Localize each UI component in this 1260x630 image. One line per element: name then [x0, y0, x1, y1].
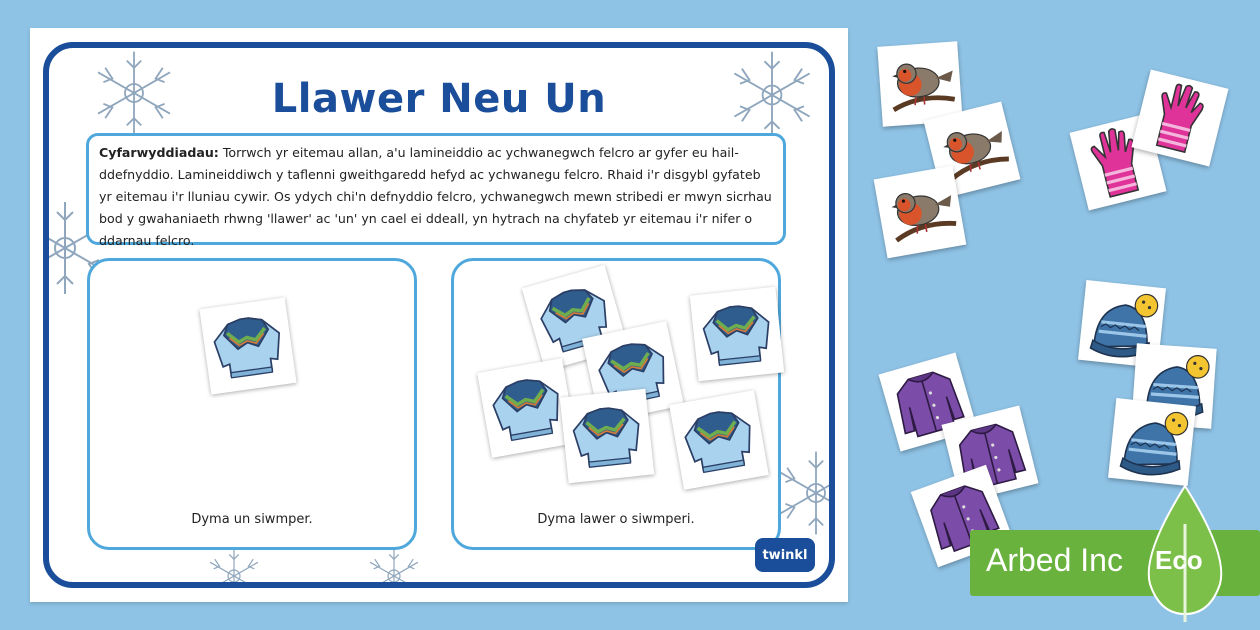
panel-one-item: [87, 258, 417, 550]
eco-badge: Eco: [1155, 545, 1203, 575]
sweater-card[interactable]: [199, 297, 296, 394]
sweater-card[interactable]: [669, 390, 769, 490]
panel-many-items: [451, 258, 781, 550]
hat-icon: [1108, 398, 1196, 486]
worksheet-frame: [43, 42, 835, 588]
right-caption: Dyma lawer o siwmperi.: [537, 512, 695, 527]
worksheet: [30, 28, 848, 602]
sweater-icon: [199, 297, 296, 394]
banner-text: Arbed Inc: [986, 542, 1123, 578]
hat-card[interactable]: [1108, 398, 1196, 486]
sweater-icon: [560, 389, 655, 484]
instructions-text: Torrwch yr eitemau allan, a'u lamineiddio ac ychwanegwch felcro ar gyfer eu hail-ddefnyddio. Lamineiddiwch y taflenni gweithgaredd hefyd ac ychwanegu felcro. Rhaid i'r disgybl gyfateb yr eitemau i'r lluniau cywir. Os ydych chi'n defnyddio felcro, ychwanegwch mewn stribedi er mwyn sicrhau bod y gwahaniaeth rhwng 'llawer' ac 'un' yn cael ei ddeall, yn hytrach na chyfateb yr eitemau i'r nifer o ddarnau felcro.: [99, 145, 772, 248]
sweater-card[interactable]: [560, 389, 655, 484]
snowflake-icon: [189, 546, 279, 588]
sweater-icon: [690, 287, 785, 382]
instructions-label: Cyfarwyddiadau:: [99, 145, 219, 160]
sweater-icon: [669, 390, 769, 490]
instructions-box: [86, 133, 786, 248]
left-caption: Dyma un siwmper.: [191, 512, 313, 527]
snowflake-icon: [349, 546, 439, 588]
robin-card[interactable]: [874, 166, 967, 259]
page-title: Llawer Neu Un: [271, 76, 607, 122]
robin-icon: [874, 166, 967, 259]
sweater-card[interactable]: [690, 287, 785, 382]
twinkl-logo: twinkl: [755, 538, 815, 572]
